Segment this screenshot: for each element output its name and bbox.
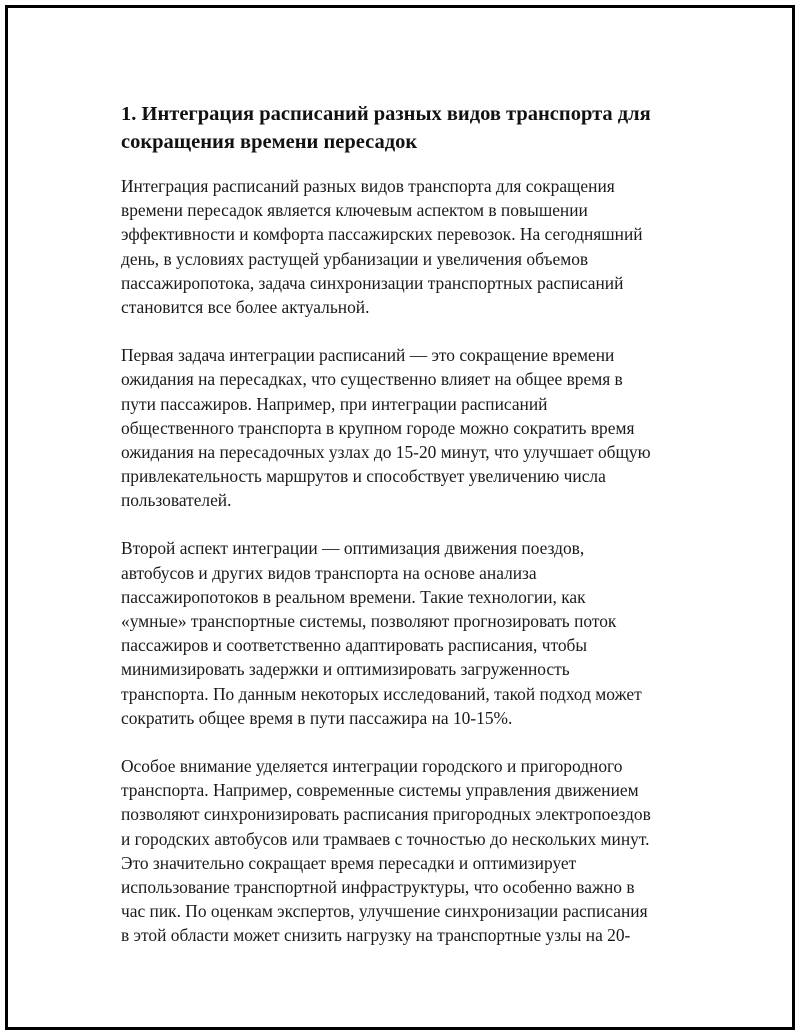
- heading-line: 1. Интеграция расписаний разных видов транспорта для: [121, 103, 651, 125]
- section-heading: [121, 100, 691, 156]
- text-line: эффективности и комфорта пассажирских перевозок. На сегодняшний: [121, 224, 643, 245]
- text-line: «умные» транспортные системы, позволяют прогнозировать поток: [121, 611, 617, 631]
- text-line: Первая задача интеграции расписаний — это сокращение времени: [121, 345, 615, 366]
- text-line: пути пассажиров. Например, при интеграции расписаний: [121, 393, 548, 414]
- text-line: автобусов и других видов транспорта на основе анализа: [121, 562, 537, 583]
- text-line: Интеграция расписаний разных видов транспорта для сокращения: [121, 176, 615, 196]
- text-line: Это значительно сокращает время пересадки и оптимизирует: [121, 852, 577, 873]
- text-line: минимизировать задержки и оптимизировать загруженность: [121, 659, 570, 680]
- page-frame: [5, 5, 795, 1030]
- text-line: Особое внимание уделяется интеграции городского и пригородного: [121, 755, 623, 776]
- text-line: использование транспортной инфраструктуры, что особенно важно в: [121, 876, 635, 897]
- text-line: привлекательность маршрутов и способствует увеличению числа: [121, 466, 606, 487]
- text-line: транспорта. Например, современные системы управления движением: [121, 780, 639, 801]
- document-body: [121, 100, 691, 971]
- text-line: час пик. По оценкам экспертов, улучшение синхронизации расписания: [121, 901, 648, 922]
- text-line: становится все более актуальной.: [121, 296, 370, 317]
- text-line: день, в условиях растущей урбанизации и увеличения объемов: [121, 248, 589, 269]
- paragraph-3: [121, 536, 691, 730]
- paragraph-4: [121, 754, 691, 948]
- text-line: Второй аспект интеграции — оптимизация движения поездов,: [121, 538, 585, 559]
- text-line: транспорта. По данным некоторых исследований, такой подход может: [121, 683, 642, 704]
- paragraph-2: [121, 343, 691, 512]
- text-line: пассажиропотоков в реальном времени. Такие технологии, как: [121, 586, 586, 607]
- text-line: времени пересадок является ключевым аспектом в повышении: [121, 200, 588, 221]
- text-line: пассажиров и соответственно адаптировать расписания, чтобы: [121, 635, 588, 656]
- text-line: общественного транспорта в крупном городе можно сократить время: [121, 417, 635, 438]
- text-line: позволяют синхронизировать расписания пригородных электропоездов: [121, 804, 651, 825]
- text-line: в этой области может снизить нагрузку на транспортные узлы на 20-: [121, 925, 631, 946]
- text-line: сократить общее время в пути пассажира на 10-15%.: [121, 707, 513, 728]
- paragraph-1: [121, 174, 691, 319]
- text-line: ожидания на пересадках, что существенно влияет на общее время в: [121, 369, 623, 390]
- heading-line: сокращения времени пересадок: [121, 131, 418, 153]
- text-line: и городских автобусов или трамваев с точностью до нескольких минут.: [121, 828, 650, 849]
- text-line: ожидания на пересадочных узлах до 15-20 минут, что улучшает общую: [121, 441, 651, 462]
- text-line: пассажиропотока, задача синхронизации транспортных расписаний: [121, 272, 624, 293]
- text-line: пользователей.: [121, 490, 232, 511]
